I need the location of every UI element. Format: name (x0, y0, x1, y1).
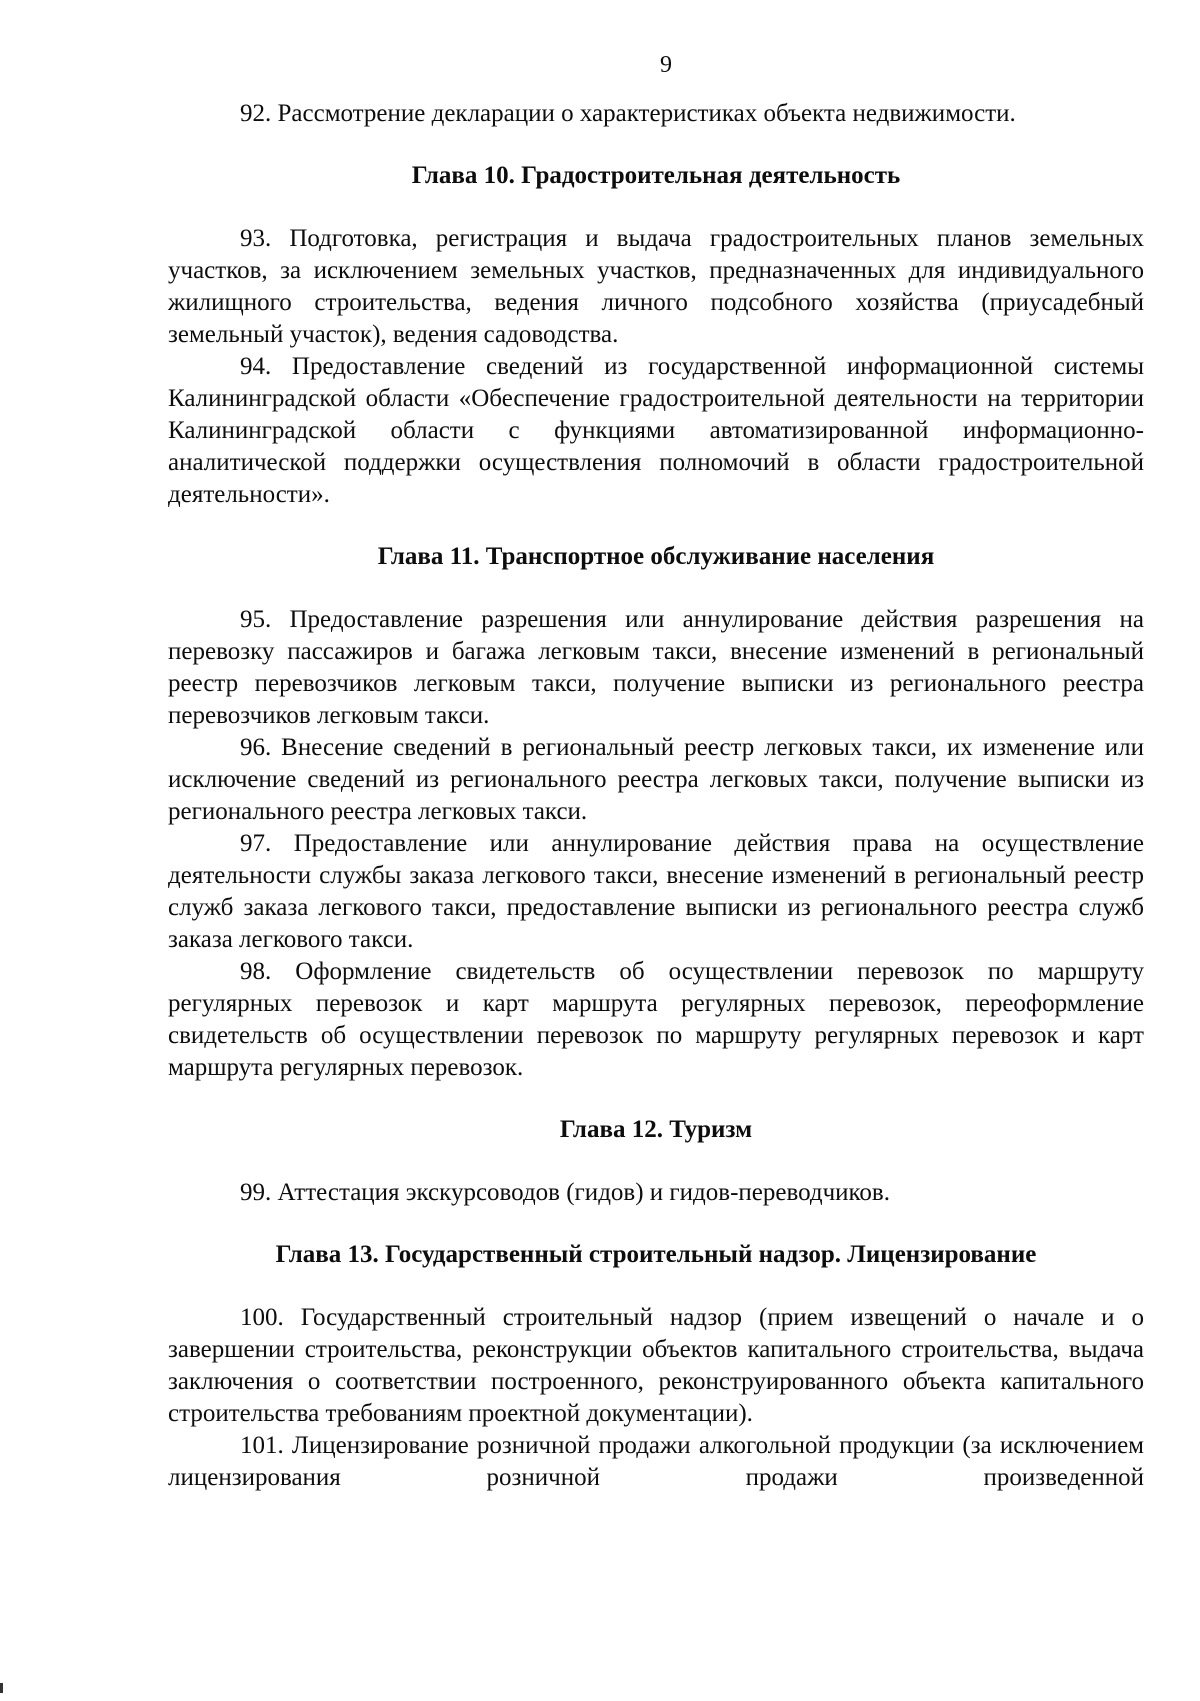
item-98: 98. Оформление свидетельств об осуществлении перевозок по маршруту регулярных перевозок и карт маршрута регулярных перевозок, переоформление свидетельств об осуществлении перевозок по маршруту регулярных перевозок и карт маршрута регулярных перевозок. (168, 958, 1144, 1081)
item-94: 94. Предоставление сведений из государственной информационной системы Калининградской области «Обеспечение градостроительной деятельности на территории Калининградской области с функциями автоматизированной информационно-аналитической поддержки осуществления полномочий в области градостроительной деятельности». (168, 353, 1144, 508)
item-92: 92. Рассмотрение декларации о характеристиках объекта недвижимости. (240, 100, 1016, 127)
item-96: 96. Внесение сведений в региональный реестр легковых такси, их изменение или исключение сведений из регионального реестра легковых такси, получение выписки из регионального реестра легковых такси. (168, 734, 1144, 825)
chapter-10-heading: Глава 10. Градостроительная деятельность (411, 162, 901, 189)
chapter-13-heading: Глава 13. Государственный строительный надзор. Лицензирование (275, 1241, 1037, 1268)
item-99: 99. Аттестация экскурсоводов (гидов) и гидов-переводчиков. (240, 1179, 890, 1206)
item-100: 100. Государственный строительный надзор (прием извещений о начале и о завершении строительства, реконструкции объектов капитального строительства, выдача заключения о соответствии построенного, реконструированного объекта капитального строительства требованиям проектной документации). (168, 1304, 1144, 1427)
scan-edge-mark (0, 1683, 3, 1693)
page-number: 9 (660, 52, 672, 78)
chapter-11-heading: Глава 11. Транспортное обслуживание населения (377, 543, 935, 570)
chapter-12-heading: Глава 12. Туризм (559, 1116, 753, 1143)
document-page (168, 50, 1144, 1494)
item-93: 93. Подготовка, регистрация и выдача градостроительных планов земельных участков, за исключением земельных участков, предназначенных для индивидуального жилищного строительства, ведения личного подсобного хозяйства (приусадебный земельный участок), ведения садоводства. (168, 225, 1144, 348)
item-97: 97. Предоставление или аннулирование действия права на осуществление деятельности службы заказа легкового такси, внесение изменений в региональный реестр служб заказа легкового такси, предоставление выписки из регионального реестра служб заказа легкового такси. (168, 830, 1144, 953)
item-95: 95. Предоставление разрешения или аннулирование действия разрешения на перевозку пассажиров и багажа легковым такси, внесение изменений в региональный реестр перевозчиков легковым такси, получение выписки из регионального реестра перевозчиков легковым такси. (168, 606, 1144, 729)
item-101: 101. Лицензирование розничной продажи алкогольной продукции (за исключением лицензирования розничной продажи произведенной (168, 1432, 1144, 1491)
